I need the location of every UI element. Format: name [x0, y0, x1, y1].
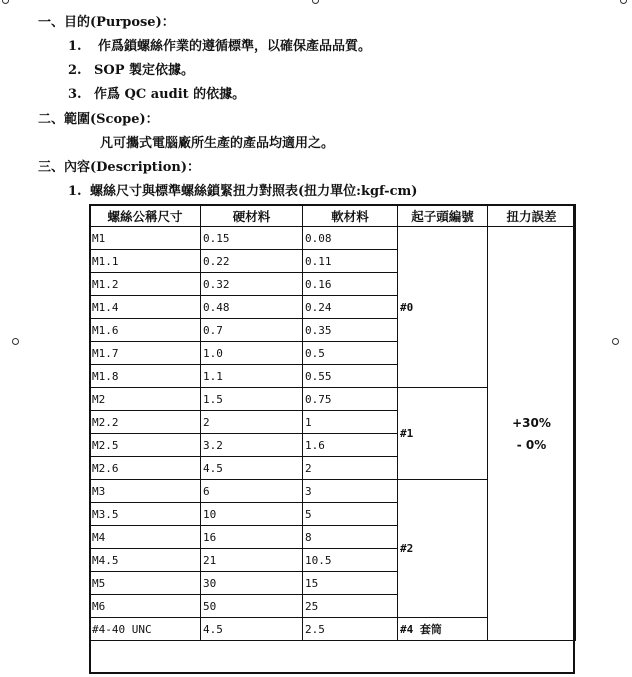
cell-hard: 30: [201, 572, 303, 595]
cell-hard: 1.1: [201, 365, 303, 388]
cell-size: M1: [90, 227, 201, 250]
cell-size: #4-40 UNC: [90, 618, 201, 641]
cell-soft: 0.11: [303, 250, 398, 273]
cell-hard: 6: [201, 480, 303, 503]
cell-soft: 0.16: [303, 273, 398, 296]
header-soft-material: 軟材料: [303, 205, 398, 227]
item-text: 螺絲尺寸與標準螺絲鎖緊扭力對照表(扭力單位:kgf-cm): [90, 184, 418, 199]
cell-size: M1.8: [90, 365, 201, 388]
cell-hard: 1.0: [201, 342, 303, 365]
cell-bit-group-1: #1: [398, 388, 488, 480]
cell-size: M3.5: [90, 503, 201, 526]
cell-size: M1.6: [90, 319, 201, 342]
cell-soft: 0.55: [303, 365, 398, 388]
item-text: 作爲 QC audit 的依據。: [94, 87, 246, 102]
cell-soft: 1: [303, 411, 398, 434]
cell-size: M2.2: [90, 411, 201, 434]
section2-heading: 二、範圍(Scope)：: [38, 112, 159, 127]
header-hard-material: 硬材料: [201, 205, 303, 227]
item-number: 1.: [68, 184, 82, 199]
section1-heading: 一、目的(Purpose)：: [38, 15, 175, 30]
item-text: 作爲鎖螺絲作業的遵循標準，以確保產品品質。: [98, 39, 372, 54]
cell-bit-group-2: #2: [398, 480, 488, 618]
item-number: 1.: [68, 39, 82, 54]
cell-hard: 4.5: [201, 457, 303, 480]
item-number: 3.: [68, 87, 82, 102]
punch-hole-top-left: [2, 0, 9, 4]
punch-hole-top-center: [312, 0, 319, 4]
cell-soft: 0.75: [303, 388, 398, 411]
header-bit-number: 起子頭編號: [398, 205, 488, 227]
cell-soft: 10.5: [303, 549, 398, 572]
cell-size: M1.4: [90, 296, 201, 319]
cell-bit-group-0: #0: [398, 227, 488, 388]
section2-body: 凡可攜式電腦廠所生產的產品均適用之。: [100, 136, 335, 151]
cell-soft: 1.6: [303, 434, 398, 457]
cell-soft: 0.5: [303, 342, 398, 365]
section3-heading: 三、內容(Description)：: [38, 160, 201, 175]
cell-soft: 0.08: [303, 227, 398, 250]
section3-item-1: [68, 183, 417, 201]
cell-size: M1.1: [90, 250, 201, 273]
table-header-row: [90, 205, 576, 227]
item-number: 2.: [68, 63, 82, 78]
cell-soft: 2.5: [303, 618, 398, 641]
tolerance-plus: +30%: [512, 415, 551, 430]
table-row: [90, 227, 576, 250]
cell-size: M2.6: [90, 457, 201, 480]
cell-hard: 0.48: [201, 296, 303, 319]
cell-soft: 5: [303, 503, 398, 526]
header-screw-size: 螺絲公稱尺寸: [90, 205, 201, 227]
cell-soft: 15: [303, 572, 398, 595]
item-text: SOP 製定依據。: [94, 63, 195, 78]
cell-size: M2.5: [90, 434, 201, 457]
cell-soft: 0.24: [303, 296, 398, 319]
cell-hard: 3.2: [201, 434, 303, 457]
cell-hard: 0.32: [201, 273, 303, 296]
cell-hard: 10: [201, 503, 303, 526]
cell-size: M4: [90, 526, 201, 549]
section1-item-3: [68, 86, 245, 104]
cell-hard: 0.15: [201, 227, 303, 250]
cell-hard: 1.5: [201, 388, 303, 411]
cell-soft: 25: [303, 595, 398, 618]
tolerance-minus: - 0%: [516, 437, 547, 452]
cell-size: M6: [90, 595, 201, 618]
cell-soft: 0.35: [303, 319, 398, 342]
cell-hard: 16: [201, 526, 303, 549]
section1-item-1: [68, 38, 371, 56]
punch-hole-right: [612, 338, 619, 345]
cell-hard: 2: [201, 411, 303, 434]
cell-bit-group-3: #4 套筒: [398, 618, 488, 641]
cell-size: M3: [90, 480, 201, 503]
cell-size: M4.5: [90, 549, 201, 572]
cell-soft: 2: [303, 457, 398, 480]
punch-hole-left: [12, 338, 19, 345]
torque-table: [89, 204, 576, 641]
cell-hard: 4.5: [201, 618, 303, 641]
cell-size: M1.2: [90, 273, 201, 296]
cell-size: M2: [90, 388, 201, 411]
cell-hard: 0.7: [201, 319, 303, 342]
cell-hard: 0.22: [201, 250, 303, 273]
punch-hole-top-right: [620, 0, 627, 4]
cell-hard: 21: [201, 549, 303, 572]
section1-item-2: [68, 62, 194, 80]
cell-soft: 8: [303, 526, 398, 549]
cell-tolerance: [488, 227, 576, 641]
cell-hard: 50: [201, 595, 303, 618]
cell-soft: 3: [303, 480, 398, 503]
header-torque-tolerance: 扭力誤差: [488, 205, 576, 227]
cell-size: M5: [90, 572, 201, 595]
cell-size: M1.7: [90, 342, 201, 365]
